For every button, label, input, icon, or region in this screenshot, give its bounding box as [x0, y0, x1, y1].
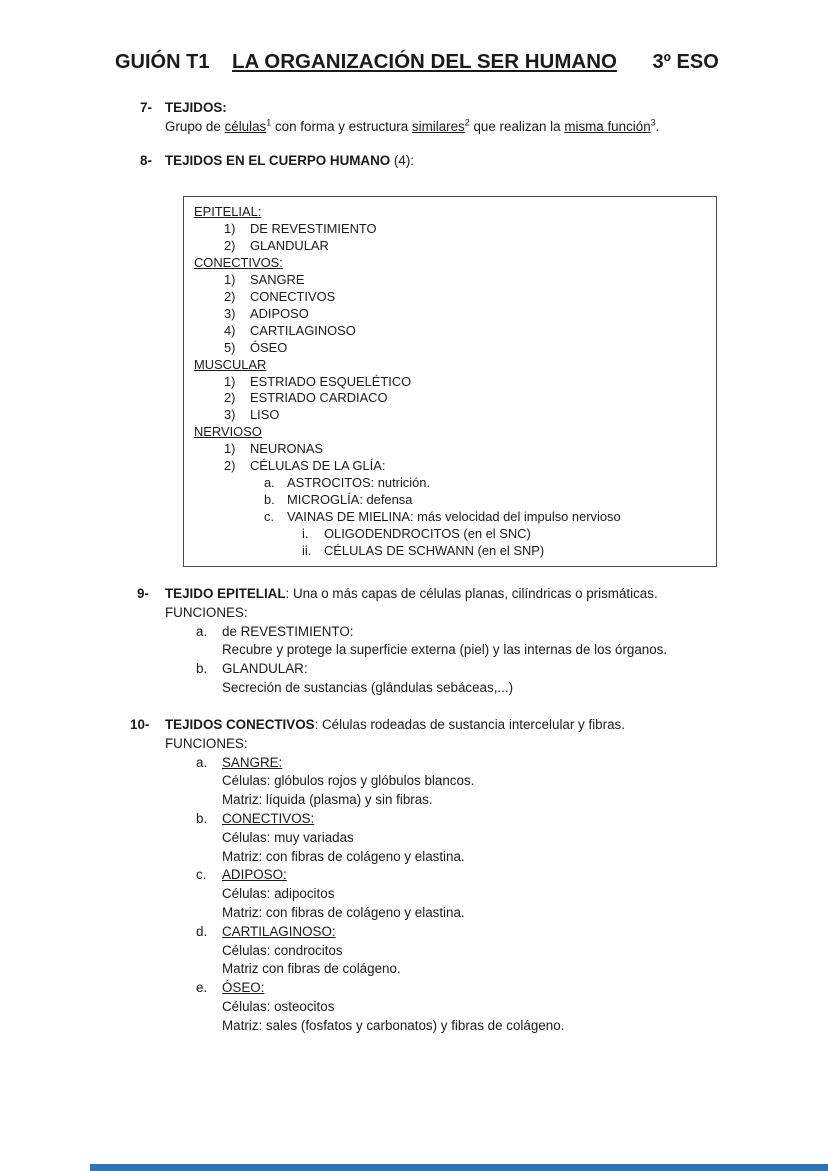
section-header-text: EPITELIAL: — [194, 204, 262, 219]
box-sub-item — [194, 475, 706, 492]
body-text: que realizan la — [469, 118, 565, 134]
sub-item — [165, 810, 625, 829]
item-9-title: TEJIDO EPITELIAL — [165, 586, 286, 601]
sub-marker: b. — [196, 661, 208, 677]
sub-item-text: Células: osteocitos — [222, 998, 335, 1014]
sub-item-text: Células: glóbulos rojos y glóbulos blancos. — [222, 773, 475, 789]
section-header-text: NERVIOSO — [194, 424, 262, 440]
footnote-ref: 3 — [650, 117, 656, 128]
sub-item — [165, 866, 625, 885]
sub-item — [165, 754, 625, 773]
item-9-heading — [137, 585, 667, 604]
list-text: NEURONAS — [250, 441, 324, 457]
sub-item-text: Matriz: líquida (plasma) y sin fibras. — [222, 792, 433, 808]
sub-label: ÓSEO: — [222, 980, 265, 996]
item-7-body — [165, 118, 659, 137]
section-header-text: MUSCULAR — [194, 356, 267, 372]
item-10-marker: 10- — [130, 717, 150, 732]
box-sub-sub-item — [194, 543, 706, 560]
footnote-ref: 1 — [266, 117, 272, 128]
sub-item-text: Matriz con fibras de colágeno. — [222, 961, 401, 977]
box-section-header — [194, 424, 706, 441]
underlined-term: misma función — [564, 118, 651, 134]
sub-item-text: Células: adipocitos — [222, 886, 335, 902]
box-list-item — [194, 441, 706, 458]
sub-item — [165, 660, 667, 679]
item-8-marker: 8- — [140, 153, 152, 168]
list-marker: c. — [264, 509, 275, 525]
box-list-item — [194, 221, 706, 238]
box-list-item — [194, 289, 706, 306]
box-list-item — [194, 306, 706, 323]
list-marker: 3) — [224, 407, 236, 423]
body-text: con forma y estructura — [271, 118, 412, 134]
list-text: DE REVESTIMIENTO — [250, 220, 377, 236]
sub-item-text: Células: muy variadas — [222, 829, 354, 845]
list-marker: ii. — [302, 543, 312, 559]
list-text: CÉLULAS DE LA GLÍA: — [250, 458, 386, 474]
sub-marker: e. — [196, 980, 208, 996]
list-text: ESTRIADO CARDIACO — [250, 390, 388, 406]
sub-item-text: Secreción de sustancias (glándulas sebáceas,...) — [222, 679, 514, 695]
sub-marker: a. — [196, 623, 208, 639]
list-text: VAINAS DE MIELINA: más velocidad del impulso nervioso — [287, 509, 621, 525]
list-text: ASTROCITOS: nutrición. — [287, 475, 431, 491]
document-title: LA ORGANIZACIÓN DEL SER HUMANO — [232, 50, 617, 73]
header-right-label: 3º ESO — [652, 51, 719, 73]
sub-marker: d. — [196, 923, 208, 939]
item-10-title: TEJIDOS CONECTIVOS — [165, 717, 315, 732]
box-section-header — [194, 255, 706, 272]
section-header-text: CONECTIVOS: — [194, 254, 283, 270]
list-marker: 1) — [224, 373, 236, 389]
list-text: ADIPOSO — [250, 305, 309, 321]
sub-label: CONECTIVOS: — [222, 810, 315, 826]
box-list-item — [194, 323, 706, 340]
item-8 — [140, 152, 414, 171]
list-marker: 2) — [224, 237, 236, 253]
sub-label: GLANDULAR: — [222, 661, 308, 677]
box-sub-item — [194, 509, 706, 526]
item-8-suffix: (4): — [390, 153, 415, 168]
sub-item-text: Células: condrocitos — [222, 942, 343, 958]
box-list-item — [194, 238, 706, 255]
list-text: ESTRIADO ESQUELÉTICO — [250, 373, 412, 389]
underlined-term: células — [224, 118, 267, 134]
list-text: CÉLULAS DE SCHWANN (en el SNP) — [324, 543, 545, 559]
box-list-item — [194, 374, 706, 391]
item-10-content — [165, 735, 625, 1036]
item-7-title: TEJIDOS: — [165, 100, 227, 115]
sub-item — [165, 979, 625, 998]
tissue-types-box — [183, 196, 717, 567]
sub-item-text: Matriz: con fibras de colágeno y elastina. — [222, 904, 465, 920]
list-text: OLIGODENDROCITOS (en el SNC) — [324, 526, 531, 542]
list-marker: a. — [264, 475, 275, 491]
header-left-label: GUIÓN T1 — [115, 51, 210, 73]
box-list-item — [194, 458, 706, 475]
funciones-label: FUNCIONES: — [165, 735, 248, 751]
sub-label: CARTILAGINOSO: — [222, 923, 336, 939]
item-10 — [130, 716, 625, 1036]
item-10-description: : Células rodeadas de sustancia intercelular y fibras. — [314, 717, 625, 732]
sub-item-text: Matriz: sales (fosfatos y carbonatos) y fibras de colágeno. — [222, 1017, 565, 1033]
list-text: MICROGLÍA: defensa — [287, 492, 413, 508]
footnote-ref: 2 — [464, 117, 470, 128]
list-marker: b. — [264, 492, 275, 508]
item-9-description: : Una o más capas de células planas, cilíndricas o prismáticas. — [285, 586, 658, 601]
list-marker: i. — [302, 526, 309, 542]
sub-label: de REVESTIMIENTO: — [222, 623, 354, 639]
box-sub-item — [194, 492, 706, 509]
item-7-marker: 7- — [140, 100, 152, 115]
box-list-item — [194, 390, 706, 407]
list-marker: 2) — [224, 288, 236, 304]
body-text: Grupo de — [165, 118, 225, 134]
list-marker: 1) — [224, 271, 236, 287]
sub-marker: b. — [196, 810, 208, 826]
sub-label: ADIPOSO: — [222, 867, 287, 883]
list-text: GLANDULAR — [250, 237, 329, 253]
list-marker: 4) — [224, 322, 236, 338]
box-section-header — [194, 357, 706, 374]
document-header — [115, 50, 719, 74]
box-sub-sub-item — [194, 526, 706, 543]
bottom-accent-bar — [90, 1164, 828, 1171]
item-9-content — [165, 604, 667, 698]
list-marker: 2) — [224, 458, 236, 474]
item-9 — [137, 585, 667, 698]
box-section-header — [194, 204, 706, 221]
list-text: LISO — [250, 407, 280, 423]
item-9-marker: 9- — [137, 586, 149, 601]
sub-item-text: Recubre y protege la superficie externa (piel) y las internas de los órganos. — [222, 642, 668, 658]
sub-item — [165, 623, 667, 642]
list-marker: 1) — [224, 441, 236, 457]
list-marker: 1) — [224, 220, 236, 236]
sub-item-text: Matriz: con fibras de colágeno y elastina. — [222, 848, 465, 864]
list-text: CARTILAGINOSO — [250, 322, 356, 338]
box-list-item — [194, 340, 706, 357]
box-list-item — [194, 407, 706, 424]
sub-item — [165, 923, 625, 942]
list-text: ÓSEO — [250, 339, 288, 355]
item-10-heading — [130, 716, 625, 735]
list-marker: 5) — [224, 339, 236, 355]
sub-label: SANGRE: — [222, 754, 283, 770]
item-8-title: TEJIDOS EN EL CUERPO HUMANO — [165, 153, 391, 168]
underlined-term: similares — [411, 118, 465, 134]
body-text: . — [655, 118, 660, 134]
list-text: CONECTIVOS — [250, 288, 336, 304]
item-7 — [140, 99, 659, 137]
list-text: SANGRE — [250, 271, 305, 287]
box-list-item — [194, 272, 706, 289]
funciones-label: FUNCIONES: — [165, 604, 248, 620]
item-7-heading — [140, 99, 659, 118]
sub-marker: a. — [196, 754, 208, 770]
list-marker: 2) — [224, 390, 236, 406]
list-marker: 3) — [224, 305, 236, 321]
item-8-heading — [140, 152, 414, 171]
sub-marker: c. — [196, 867, 207, 883]
